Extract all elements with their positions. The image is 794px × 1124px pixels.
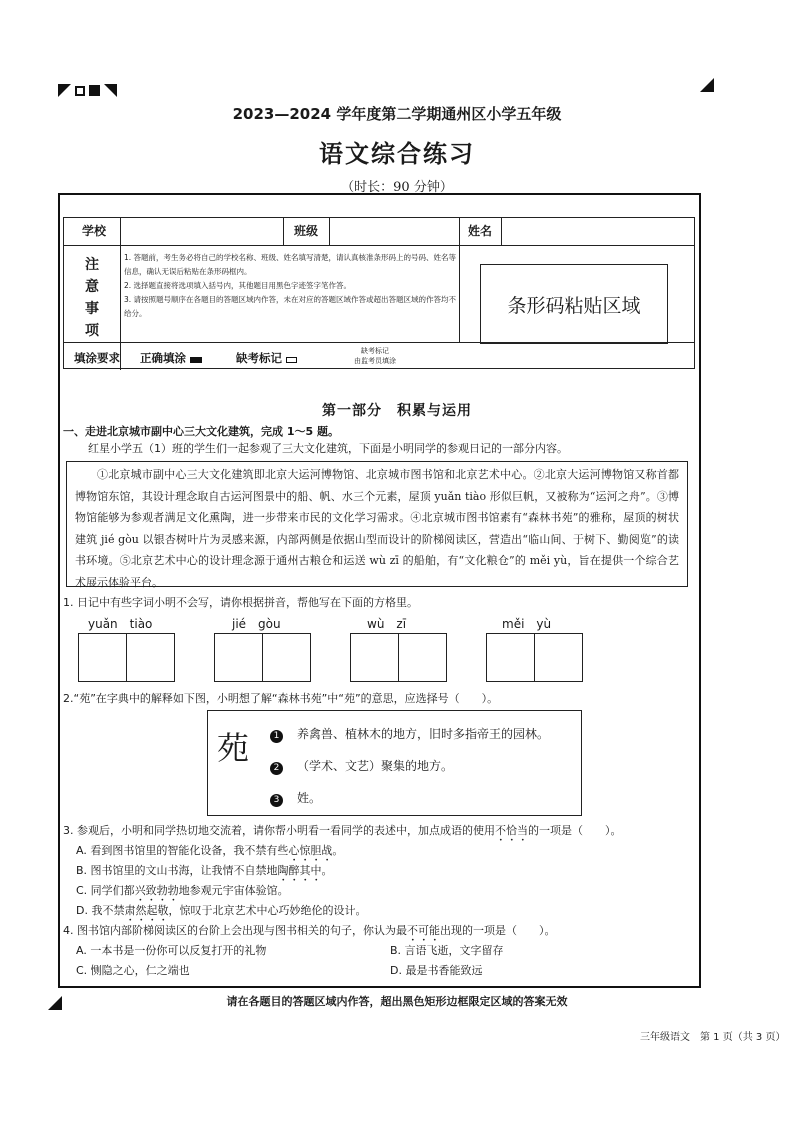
option-a[interactable]: A. 看到图书馆里的智能化设备，我不禁有些心惊胆战。 bbox=[76, 844, 344, 857]
answer-cell[interactable] bbox=[127, 633, 175, 682]
triangle-mark-icon bbox=[104, 84, 117, 97]
notice-item: 2. 选择题直接将选项填入括号内，其他题目用黑色字迹签字笔作答。 bbox=[124, 281, 352, 290]
filled-box-icon bbox=[190, 357, 202, 363]
answer-area-warning: 请在各题目的答题区域内作答，超出黑色矩形边框限定区域的答案无效 bbox=[226, 995, 568, 1008]
correct-fill-label: 正确填涂 bbox=[140, 350, 186, 366]
option-d[interactable]: D. 我不禁肃然起敬，惊叹于北京艺术中心巧妙绝伦的设计。 bbox=[76, 904, 367, 917]
option-d[interactable]: D. 最是书香能致远 bbox=[390, 964, 483, 977]
school-field[interactable] bbox=[121, 218, 283, 245]
question-2: 2.“苑”在字典中的解释如下图，小明想了解“森林书苑”中“苑”的意思，应选择号（ ）。 bbox=[63, 692, 499, 705]
section-intro-text: 红星小学五（1）班的学生们一起参观了三大文化建筑，下面是小明同学的参观日记的一部分内容。 bbox=[88, 442, 568, 455]
diary-passage: ①北京城市副中心三大文化建筑即北京大运河博物馆、北京城市图书馆和北京艺术中心。②北京大运河博物馆又称首都博物馆东馆，其设计理念取自古运河图景中的船、帆、水三个元素，屋顶 yuǎn tiào 形似巨帆，又被称为“运河之舟”。③博物馆能够为参观者满足文化熏陶，进一步带来市民的文化学习需求。④北京城市图书馆素有“森林书苑”的雅称，屋顶的树状建筑 jié gòu 以银杏树叶片为灵感来源，内部两侧是依据山型而设计的阶梯阅读区，营造出“临山间、于树下、勤阅览”的读书环境。⑤北京艺术中心的设计理念源于通州古粮仓和运送 wù zī 的船舶，有“文化粮仓”的 měi yù，旨在提供一个综合艺术展示体验平台。 bbox=[66, 461, 688, 587]
pinyin-label: jié gòu bbox=[232, 617, 281, 631]
school-label: 学校 bbox=[82, 224, 107, 238]
notice-label: 注 意 事 项 bbox=[85, 257, 99, 339]
answer-cell[interactable] bbox=[350, 633, 399, 682]
square-filled-mark-icon bbox=[89, 85, 100, 96]
question-1: 1. 日记中有些字词小明不会写，请你根据拼音，帮他写在下面的方格里。 bbox=[63, 596, 418, 609]
missing-mark-box[interactable] bbox=[286, 357, 297, 363]
section-intro: 一、走进北京城市副中心三大文化建筑，完成 1～5 题。 bbox=[63, 425, 339, 438]
definition-item: 3 姓。 bbox=[270, 789, 321, 807]
answer-cell[interactable] bbox=[78, 633, 127, 682]
dictionary-character: 苑 bbox=[217, 729, 250, 767]
barcode-area[interactable]: 条形码粘贴区域 bbox=[480, 264, 668, 344]
class-field[interactable] bbox=[330, 218, 459, 245]
answer-cell[interactable] bbox=[214, 633, 263, 682]
answer-cell[interactable] bbox=[263, 633, 311, 682]
question-4: 4. 图书馆内部阶梯阅读区的台阶上会出现与图书相关的句子，你认为最不可能出现的一项是（ ）。 bbox=[63, 924, 556, 937]
registration-marks bbox=[58, 84, 117, 97]
option-b[interactable]: B. 图书馆里的文山书海，让我情不自禁地陶醉其中。 bbox=[76, 864, 333, 877]
name-field[interactable] bbox=[502, 218, 692, 245]
fill-requirement-row bbox=[64, 342, 694, 371]
corner-mark-icon bbox=[700, 78, 714, 92]
option-b[interactable]: B. 言语飞逝，文字留存 bbox=[390, 944, 504, 957]
pinyin-label: měi yù bbox=[502, 617, 552, 631]
square-outline-mark-icon bbox=[75, 86, 85, 96]
notice-item: 1. 答题前，考生务必将自己的学校名称、班级、姓名填写清楚，请认真核准条形码上的号码、姓名等信息，确认无误后粘贴在条形码框内。 bbox=[124, 253, 457, 276]
missing-mark-note: 缺考标记 由监考员填涂 bbox=[354, 347, 396, 365]
answer-grid[interactable] bbox=[78, 633, 175, 682]
answer-cell[interactable] bbox=[535, 633, 583, 682]
name-label: 姓名 bbox=[468, 224, 493, 238]
triangle-mark-icon bbox=[58, 84, 71, 97]
answer-grid[interactable] bbox=[350, 633, 447, 682]
notice-item: 3. 请按照题号顺序在各题目的答题区域内作答，未在对应的答题区域作答或超出答题区域的作答均不给分。 bbox=[124, 295, 457, 318]
definition-item: 1 养禽兽、植林木的地方，旧时多指帝王的园林。 bbox=[270, 725, 549, 743]
exam-heading: 2023—2024 学年度第二学期通州区小学五年级 bbox=[232, 105, 562, 123]
page-number: 三年级语文 第 1 页（共 3 页） bbox=[640, 1032, 786, 1043]
section-title: 第一部分 积累与运用 bbox=[322, 403, 472, 419]
answer-grid[interactable] bbox=[214, 633, 311, 682]
option-c[interactable]: C. 恻隐之心，仁之端也 bbox=[76, 964, 190, 977]
answer-grid[interactable] bbox=[486, 633, 583, 682]
answer-cell[interactable] bbox=[399, 633, 447, 682]
student-info-table bbox=[63, 217, 695, 369]
option-a[interactable]: A. 一本书是一份你可以反复打开的礼物 bbox=[76, 944, 267, 957]
notice-list bbox=[124, 251, 459, 321]
answer-cell[interactable] bbox=[486, 633, 535, 682]
pinyin-label: yuǎn tiào bbox=[88, 617, 153, 631]
option-c[interactable]: C. 同学们都兴致勃勃地参观元宇宙体验馆。 bbox=[76, 884, 289, 897]
class-label: 班级 bbox=[294, 224, 319, 238]
missing-mark-label: 缺考标记 bbox=[236, 350, 282, 366]
dictionary-entry-box bbox=[207, 710, 582, 816]
info-row bbox=[64, 218, 694, 246]
page-title: 语文综合练习 bbox=[319, 139, 475, 168]
exam-duration: （时长：90 分钟） bbox=[341, 180, 453, 195]
definition-item: 2 （学术、文艺）聚集的地方。 bbox=[270, 757, 453, 775]
fill-requirement-label: 填涂要求 bbox=[74, 351, 120, 365]
pinyin-label: wù zī bbox=[367, 617, 407, 631]
question-3: 3. 参观后，小明和同学热切地交流着，请你帮小明看一看同学的表述中，加点成语的使用不恰当的一项是（ ）。 bbox=[63, 824, 622, 837]
